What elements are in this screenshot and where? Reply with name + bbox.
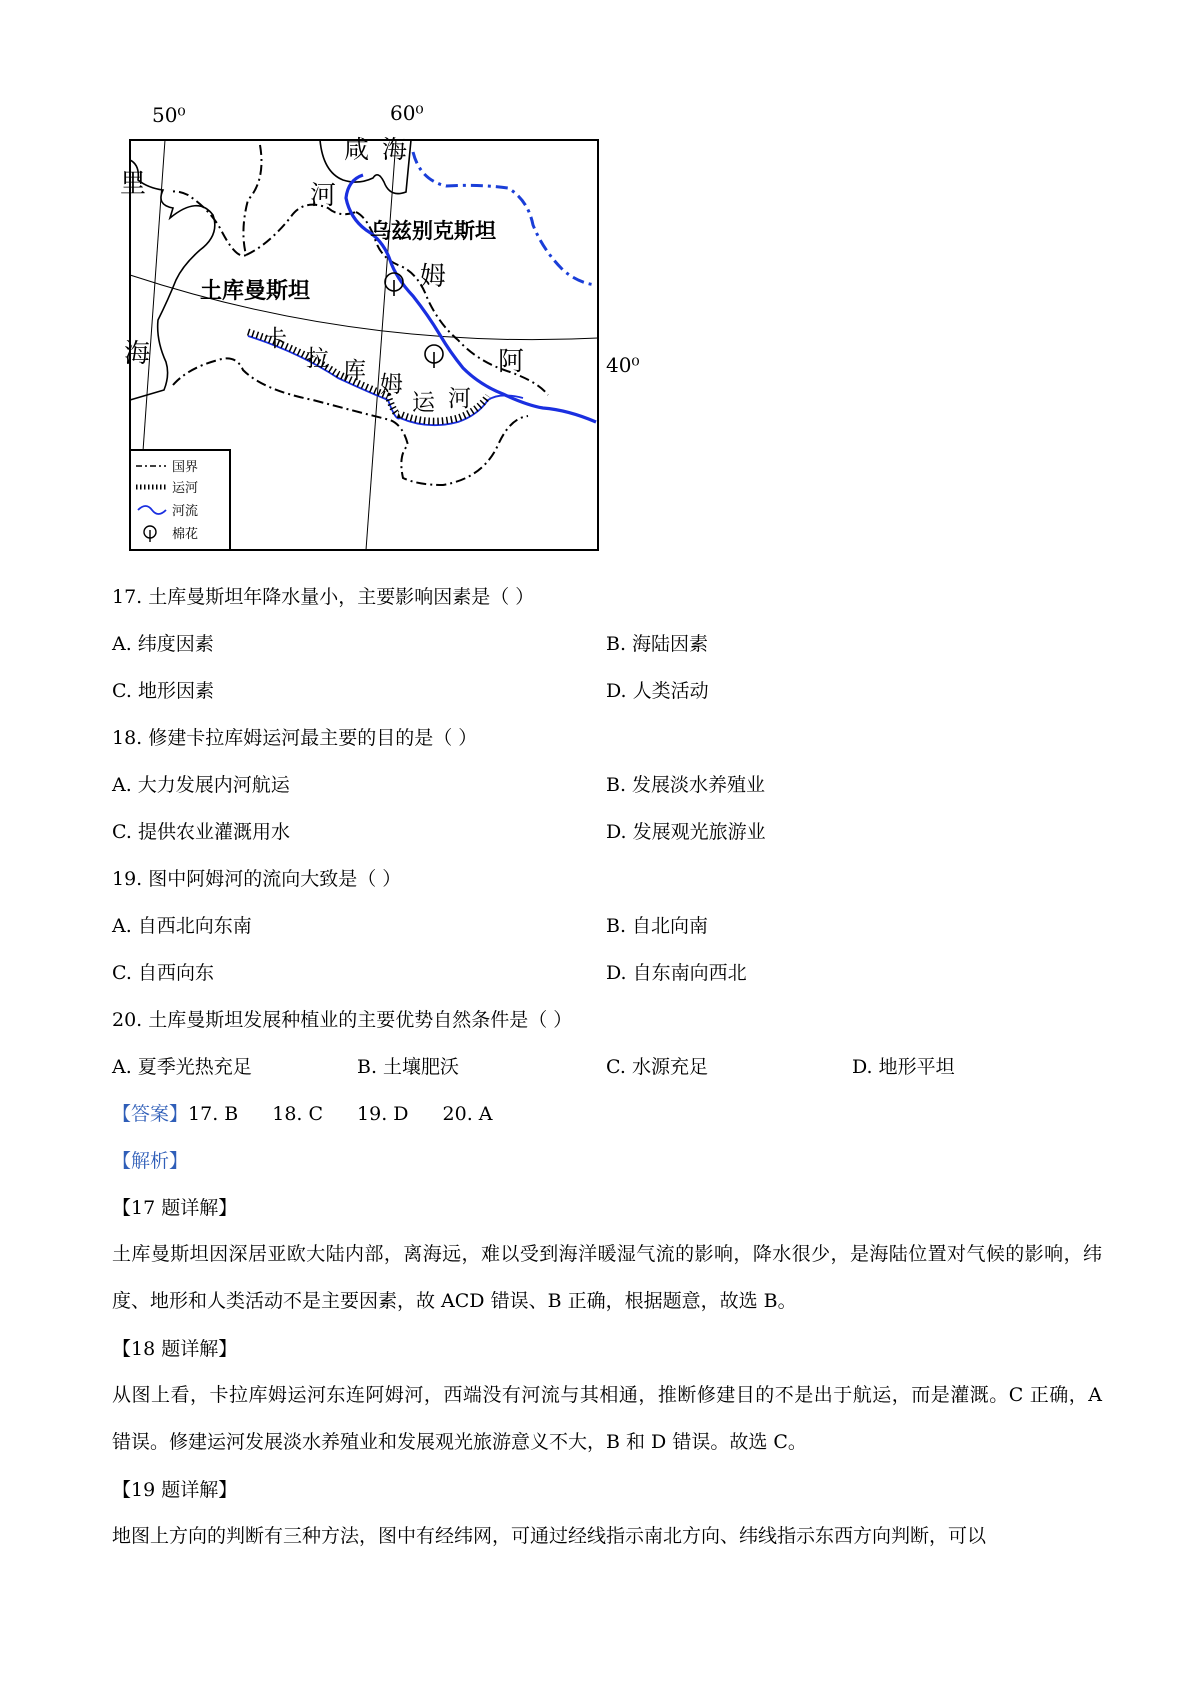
- central-asia-map: [120, 100, 648, 560]
- answer-17: 17. B: [188, 1103, 239, 1125]
- aral-sea-label-2: 海: [382, 135, 408, 164]
- karakum-label-5: 运: [412, 390, 435, 416]
- legend-border-label: 国界: [172, 460, 199, 475]
- question-18-option-b: B. 发展淡水养殖业: [606, 774, 766, 796]
- question-20-option-d: D. 地形平坦: [852, 1056, 955, 1078]
- amu-label-1: 姆: [420, 262, 447, 292]
- analysis-label: 【解析】: [112, 1150, 189, 1172]
- uzbekistan-label: 乌兹别克斯坦: [370, 218, 496, 243]
- turkmenistan-label: 土库曼斯坦: [200, 278, 311, 304]
- section-18-title: 【18 题详解】: [112, 1338, 238, 1360]
- legend-cotton-label: 棉花: [172, 527, 199, 542]
- map-legend: [130, 450, 230, 550]
- karakum-label-1: 卡: [264, 326, 287, 352]
- question-18-option-d: D. 发展观光旅游业: [606, 821, 766, 843]
- question-19-option-b: B. 自北向南: [606, 915, 709, 937]
- question-19-option-c: C. 自西向东: [112, 962, 214, 984]
- section-17-title: 【17 题详解】: [112, 1197, 238, 1219]
- question-18-option-c: C. 提供农业灌溉用水: [112, 821, 290, 843]
- question-19-option-d: D. 自东南向西北: [606, 962, 747, 984]
- question-17-stem: 17. 土库曼斯坦年降水量小，主要影响因素是（ ）: [112, 586, 535, 608]
- latitude-40-label: 40⁰: [606, 353, 640, 377]
- karakum-label-4: 姆: [380, 372, 403, 398]
- question-17-option-d: D. 人类活动: [606, 680, 709, 702]
- legend-river-label: 河流: [172, 504, 199, 519]
- karakum-label-3: 库: [343, 358, 366, 384]
- caspian-label-2: 海: [124, 339, 151, 369]
- section-19-title: 【19 题详解】: [112, 1479, 238, 1501]
- section-19-text: 地图上方向的判断有三种方法，图中有经纬网，可通过经线指示南北方向、纬线指示东西方向判断，可以: [112, 1525, 987, 1547]
- answer-label: 【答案】: [112, 1103, 189, 1125]
- question-19-stem: 19. 图中阿姆河的流向大致是（ ）: [112, 868, 402, 890]
- question-18-stem: 18. 修建卡拉库姆运河最主要的目的是（ ）: [112, 727, 478, 749]
- longitude-50-label: 50⁰: [152, 103, 186, 127]
- answer-19: 19. D: [357, 1103, 409, 1125]
- amu-label-2: 阿: [498, 347, 525, 377]
- question-20-stem: 20. 土库曼斯坦发展种植业的主要优势自然条件是（ ）: [112, 1009, 573, 1031]
- section-18-text: 从图上看，卡拉库姆运河东连阿姆河，西端没有河流与其相通，推断修建目的不是出于航运，而是灌溉。C 正确，A 错误。修建运河发展淡水养殖业和发展观光旅游意义不大，B 和 D 错误。故选 C。: [112, 1384, 1102, 1453]
- question-19-option-a: A. 自西北向东南: [112, 915, 252, 937]
- answer-line: [112, 1102, 493, 1126]
- karakum-label-2: 拉: [306, 346, 329, 372]
- question-17-option-a: A. 纬度因素: [112, 633, 214, 655]
- question-20-option-c: C. 水源充足: [606, 1056, 708, 1078]
- question-20-option-a: A. 夏季光热充足: [112, 1056, 252, 1078]
- answer-18: 18. C: [272, 1103, 324, 1125]
- question-17-option-b: B. 海陆因素: [606, 633, 709, 655]
- question-20-option-b: B. 土壤肥沃: [357, 1056, 460, 1078]
- question-17-option-c: C. 地形因素: [112, 680, 214, 702]
- karakum-label-6: 河: [448, 386, 471, 412]
- longitude-60-label: 60⁰: [390, 101, 424, 125]
- section-17-text: 土库曼斯坦因深居亚欧大陆内部，离海远，难以受到海洋暖湿气流的影响，降水很少，是海陆位置对气候的影响，纬度、地形和人类活动不是主要因素，故 ACD 错误、B 正确，根据题意，故选 B。: [112, 1243, 1102, 1312]
- question-18-option-a: A. 大力发展内河航运: [112, 774, 290, 796]
- legend-canal-label: 运河: [172, 481, 199, 496]
- answer-20: 20. A: [442, 1103, 493, 1125]
- aral-sea-label-1: 咸: [344, 135, 370, 164]
- caspian-label-1: 里: [120, 169, 147, 199]
- aral-sea-he-label: 河: [310, 181, 337, 211]
